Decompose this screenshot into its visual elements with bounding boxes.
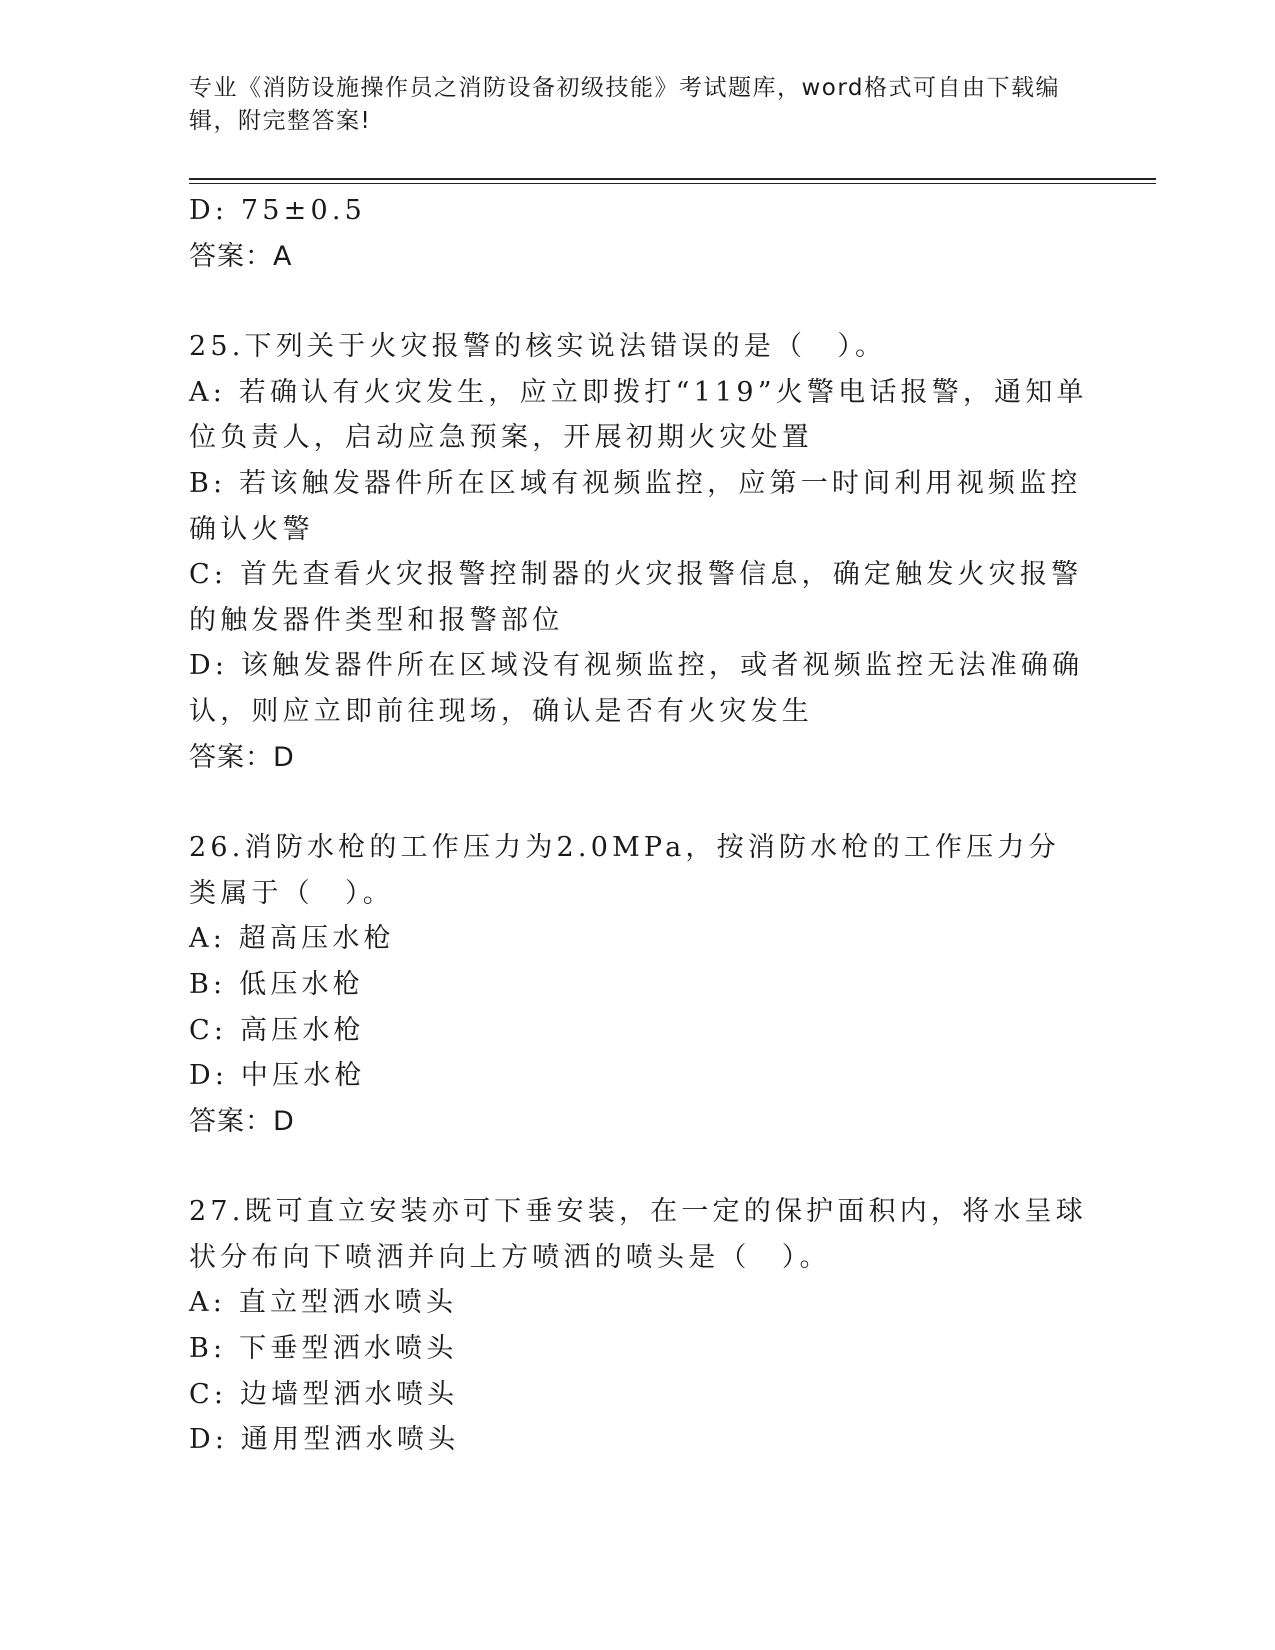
option-d: D: 中压水枪 — [189, 1060, 366, 1092]
question-stem: 25.下列关于火灾报警的核实说法错误的是（ ）。 — [189, 331, 887, 363]
option-b: B: 若该触发器件所在区域有视频监控，应第一时间利用视频监控确认火警 — [189, 467, 1082, 545]
question-stem: 27.既可直立安装亦可下垂安装，在一定的保护面积内，将水呈球状分布向下喷洒并向上方喷洒的喷头是（ ）。 — [189, 1196, 1087, 1273]
option-d: D: 通用型洒水喷头 — [189, 1424, 460, 1456]
option-a: A: 若确认有火灾发生，应立即拨打“119”火警电话报警，通知单位负责人，启动应急预案，开展初期火灾处置 — [189, 376, 1088, 454]
answer-line: 答案：D — [189, 741, 295, 773]
header-rule-thick — [189, 178, 1156, 180]
answer-line: 答案：D — [189, 1105, 295, 1137]
question-25 — [189, 324, 1089, 780]
question-stem: 26.消防水枪的工作压力为2.0MPa，按消防水枪的工作压力分类属于（ ）。 — [189, 832, 1060, 909]
header-rule-thin — [189, 183, 1156, 184]
option-c: C: 首先查看火灾报警控制器的火灾报警信息，确定触发火灾报警的触发器件类型和报警部位 — [189, 559, 1083, 636]
option-c: C: 高压水枪 — [189, 1014, 365, 1046]
answer-line: 答案：A — [189, 240, 293, 272]
option-b: B: 下垂型洒水喷头 — [189, 1333, 458, 1365]
document-body — [189, 188, 1089, 1463]
option-b: B: 低压水枪 — [189, 968, 364, 1000]
option-d: D: 该触发器件所在区域没有视频监控，或者视频监控无法准确确认，则应立即前往现场，确认是否有火灾发生 — [189, 650, 1084, 727]
spacer — [189, 780, 1089, 825]
spacer — [189, 279, 1089, 324]
question-26 — [189, 825, 1089, 1144]
option-d: D: 75±0.5 — [189, 195, 367, 226]
page-header: 专业《消防设施操作员之消防设备初级技能》考试题库，word格式可自由下载编辑，附完整答案! — [189, 75, 1061, 134]
option-c: C: 边墙型洒水喷头 — [189, 1378, 459, 1410]
option-a: A: 直立型洒水喷头 — [189, 1287, 458, 1319]
spacer — [189, 1144, 1089, 1189]
option-a: A: 超高压水枪 — [189, 923, 395, 955]
question-27 — [189, 1189, 1089, 1463]
